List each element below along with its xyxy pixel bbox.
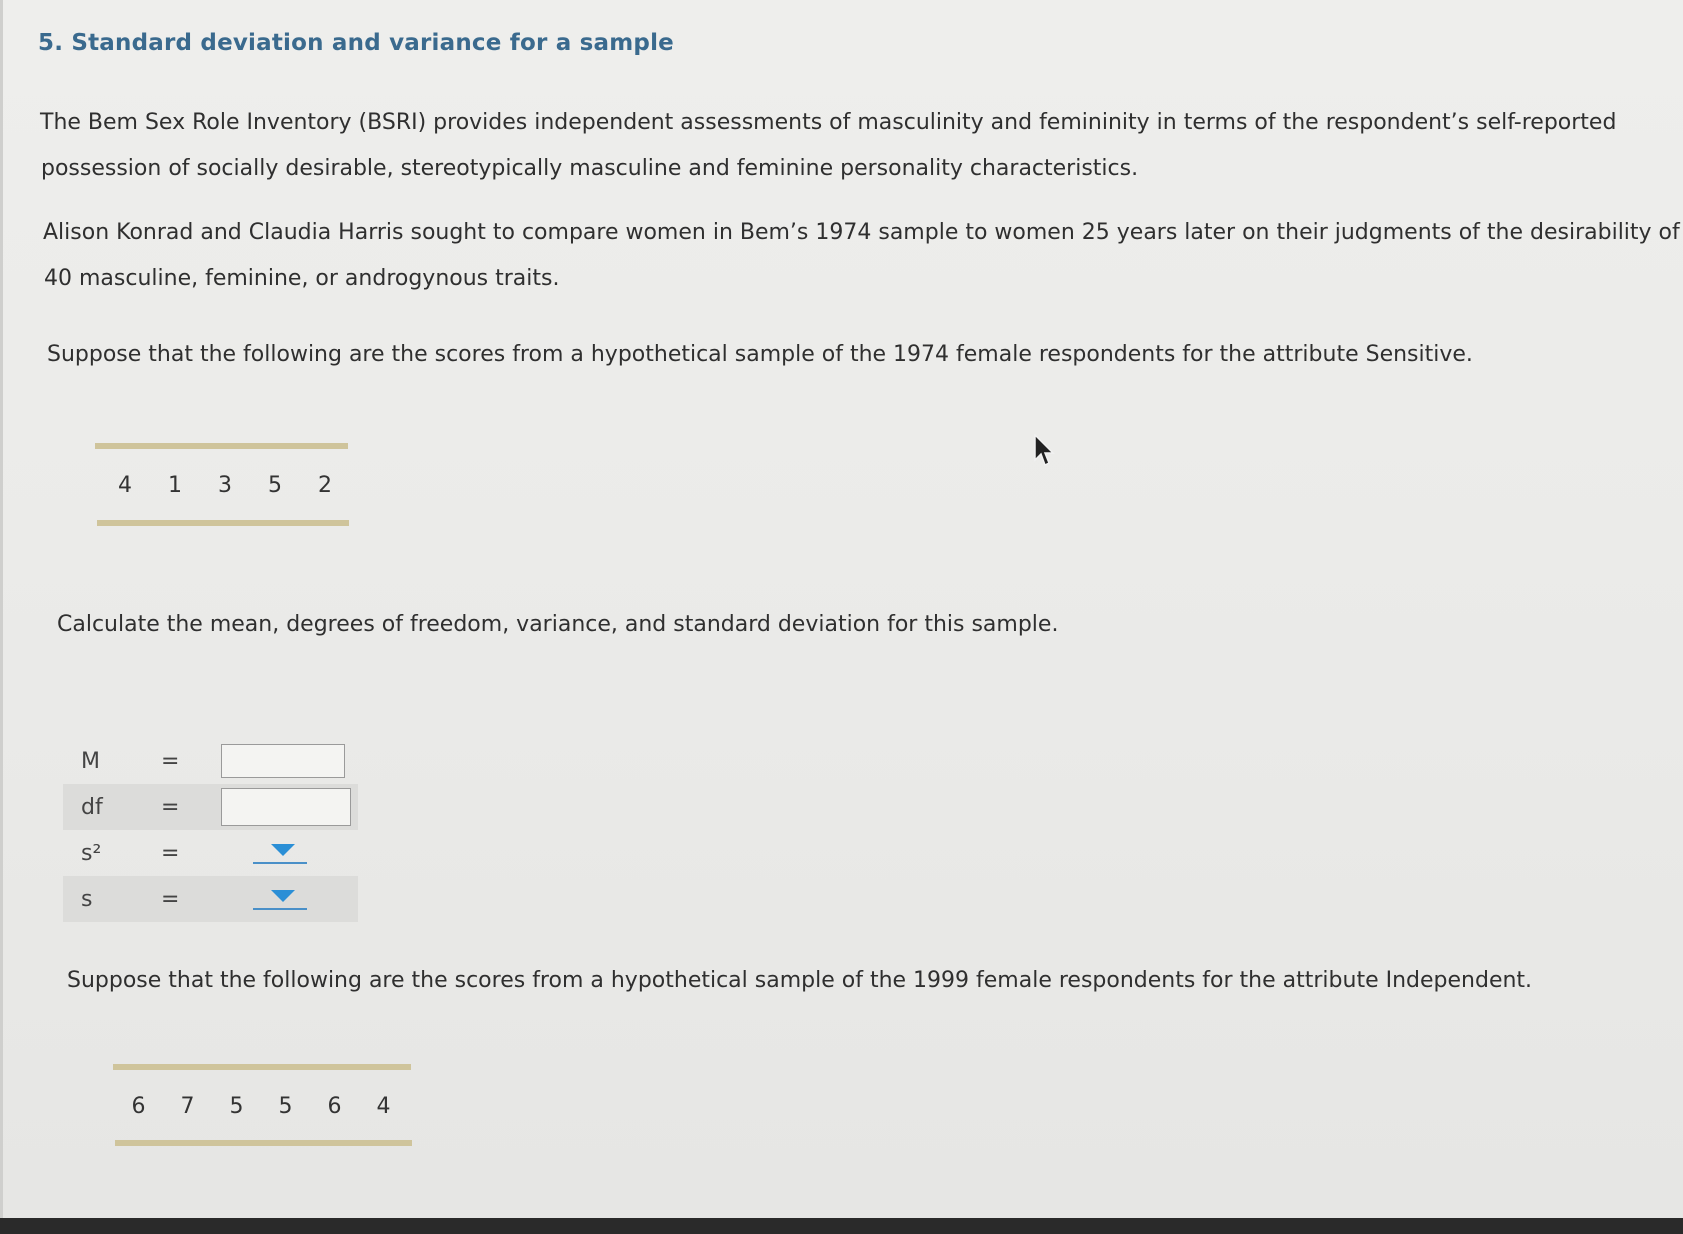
df-input[interactable] xyxy=(221,788,351,826)
calc-row-df xyxy=(63,784,358,830)
score-cell: 4 xyxy=(376,1094,391,1119)
calc-label-mean: M xyxy=(81,748,100,774)
score-cell: 2 xyxy=(318,473,332,498)
sample-1999-bottom-rule xyxy=(115,1140,412,1146)
question-title: 5. Standard deviation and variance for a sample xyxy=(38,30,674,56)
variance-dropdown[interactable] xyxy=(253,838,307,868)
sample-1999-scores xyxy=(114,1094,408,1119)
dropdown-underline xyxy=(253,862,307,864)
score-cell: 7 xyxy=(180,1094,195,1119)
sample-1999-top-rule xyxy=(113,1064,411,1070)
study-paragraph-line-2: 40 masculine, feminine, or androgynous traits. xyxy=(44,266,560,291)
sample-1974-description: Suppose that the following are the scores from a hypothetical sample of the 1974 female respondents for the attribute Sensitive. xyxy=(47,342,1473,367)
score-cell: 5 xyxy=(229,1094,244,1119)
calc-instruction: Calculate the mean, degrees of freedom, variance, and standard deviation for this sample. xyxy=(57,612,1059,637)
mean-input[interactable] xyxy=(221,744,345,778)
equals-sign: = xyxy=(161,748,180,774)
dropdown-underline xyxy=(253,908,307,910)
calc-row-variance xyxy=(63,830,358,876)
intro-paragraph-line-2: possession of socially desirable, stereotypically masculine and feminine personality characteristics. xyxy=(41,156,1139,181)
score-cell: 5 xyxy=(278,1094,293,1119)
dropdown-arrow-icon xyxy=(271,890,295,902)
study-paragraph-line-1: Alison Konrad and Claudia Harris sought to compare women in Bem’s 1974 sample to women 25 years later on their judgments of the desirability of xyxy=(43,220,1680,245)
intro-paragraph-line-1: The Bem Sex Role Inventory (BSRI) provides independent assessments of masculinity and femininity in terms of the respondent’s self-reported xyxy=(40,110,1617,135)
sample-1974-bottom-rule xyxy=(97,520,349,526)
sample-1999-description: Suppose that the following are the scores from a hypothetical sample of the 1999 female respondents for the attribute Independent. xyxy=(67,968,1533,993)
score-cell: 6 xyxy=(131,1094,146,1119)
sample-1974-top-rule xyxy=(95,443,348,449)
calc-label-variance: s² xyxy=(81,840,102,866)
score-cell: 6 xyxy=(327,1094,342,1119)
calc-row-sd xyxy=(63,876,358,922)
score-cell: 4 xyxy=(118,473,132,498)
score-cell: 3 xyxy=(218,473,232,498)
mouse-cursor-icon xyxy=(1033,434,1055,468)
calc-label-df: df xyxy=(81,794,103,820)
equals-sign: = xyxy=(161,794,180,820)
score-cell: 5 xyxy=(268,473,282,498)
equals-sign: = xyxy=(161,886,180,912)
calc-row-mean xyxy=(63,738,358,784)
score-cell: 1 xyxy=(168,473,182,498)
left-edge xyxy=(0,0,3,1218)
sd-dropdown[interactable] xyxy=(253,884,307,914)
screen-bottom-bezel xyxy=(0,1218,1683,1234)
sample-1974-scores xyxy=(100,473,350,498)
equals-sign: = xyxy=(161,840,180,866)
dropdown-arrow-icon xyxy=(271,844,295,856)
calc-label-sd: s xyxy=(81,886,93,912)
calc-table xyxy=(63,738,358,922)
